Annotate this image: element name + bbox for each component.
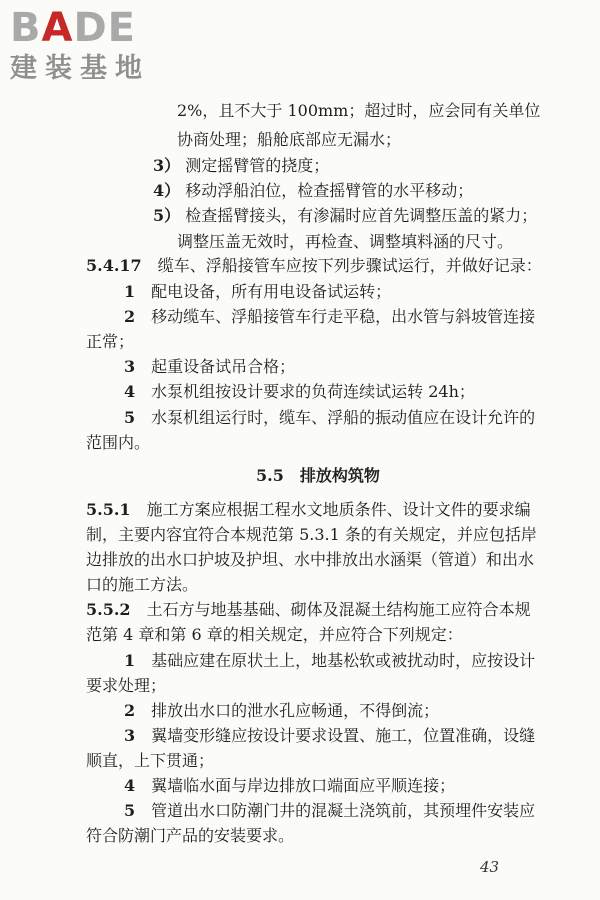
section-heading: 5.5 排放构筑物 [256, 466, 380, 485]
text-line: 符合防潮门产品的安装要求。 [86, 826, 295, 845]
clause: 5.4.17 缆车、浮船接管车应按下列步骤试运行，并做好记录： [86, 256, 542, 275]
text-line: 范第 4 章和第 6 章的相关规定，并应符合下列规定： [86, 625, 463, 644]
list-item: 5 管道出水口防潮门井的混凝土浇筑前，其预埋件安装应 [124, 801, 536, 820]
page-number: 43 [480, 858, 500, 876]
list-item: 5 水泵机组运行时，缆车、浮船的振动值应在设计允许的 [124, 408, 536, 427]
text-line: 顺直，上下贯通； [86, 751, 215, 770]
text-line: 口的施工方法。 [86, 575, 199, 594]
list-item: 1 基础应建在原状土上，地基松软或被扰动时，应按设计 [124, 651, 536, 670]
list-item: 1 配电设备，所有用电设备试运转； [124, 282, 392, 301]
list-item: 3 起重设备试吊合格； [124, 357, 296, 376]
list-item: 4） 移动浮船泊位，检查摇臂管的水平移动； [153, 181, 474, 200]
logo-wordmark: BADE [10, 5, 136, 51]
bade-logo [10, 6, 180, 98]
text-line: 协商处理；船舱底部应无漏水； [177, 130, 402, 149]
text-line: 边排放的出水口护坡及护坦、水中排放出水涵渠（管道）和出水 [86, 550, 535, 569]
list-item: 5） 检查摇臂接头，有渗漏时应首先调整压盖的紧力； [153, 206, 538, 225]
clause: 5.5.1 施工方案应根据工程水文地质条件、设计文件的要求编 [86, 500, 531, 519]
list-item: 2 排放出水口的泄水孔应畅通，不得倒流； [124, 701, 440, 720]
text-line: 要求处理； [86, 676, 167, 695]
list-item: 2 移动缆车、浮船接管车行走平稳，出水管与斜坡管连接 [124, 307, 536, 326]
logo-subtitle: 建装基地 [10, 53, 150, 84]
text-line: 制，主要内容宜符合本规范第 5.3.1 条的有关规定，并应包括岸 [86, 525, 537, 544]
text-line: 范围内。 [86, 433, 151, 452]
list-item: 4 翼墙临水面与岸边排放口端面应平顺连接； [124, 776, 456, 795]
clause: 5.5.2 土石方与地基基础、砌体及混凝土结构施工应符合本规 [86, 600, 531, 619]
text-line: 正常； [86, 332, 135, 351]
list-item: 3 翼墙变形缝应按设计要求设置、施工，位置准确，设缝 [124, 726, 536, 745]
text-line: 2%，且不大于 100mm；超过时，应会同有关单位 [177, 101, 541, 120]
list-item: 4 水泵机组按设计要求的负荷连续试运转 24h； [124, 382, 475, 401]
text-line: 调整压盖无效时，再检查、调整填料涵的尺寸。 [177, 232, 514, 251]
list-item: 3） 测定摇臂管的挠度； [153, 156, 330, 175]
